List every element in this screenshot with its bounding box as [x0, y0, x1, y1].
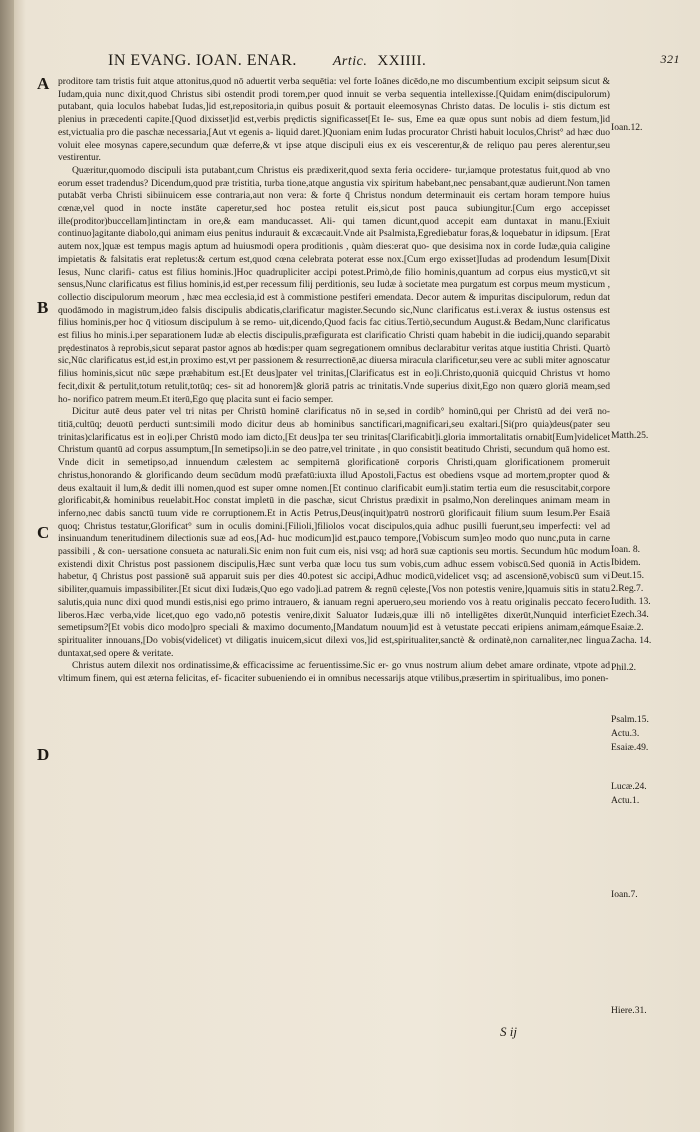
running-header	[108, 52, 680, 74]
margin-letter-a: A	[37, 74, 50, 93]
paragraph: Dicitur autē deus pater vel tri nitas per Christū hominē clarificatus nō in se,sed in cordib° hominū,qui per Christū ad dei verā no- titiā,cultūq; deuotū perducti sunt:simili modo dicitur deus ab hominibus sanctificari,magnificari,seu exaltari.[Si(pro quia)deus(pater seu trinitas)clarificatus est in eo]i.per Christū modo iam dicto,[Et deus]pa ter seu trinitas[Clarificabit]i.gloria immortalitatis ornabit[Eum]videlicet Christum quantū ad corpus assumptum,[In semetipso]i.in se deo patre,vel trinitate , in quo consistit beatitudo Christi, secundum quā homo est. Vnde dicit in semetipso,ad innuendum cælestem ac sempiternā glorificationē corporis Christi,quam glorificationem promeruit christus,honorando & glorificando deum secūdum modū præfatū:iuxta illud Apostoli,Factus est obediens vsque ad mortem,propter quod & deus exaltauit il lum,& dedit illi nomen,quod est super omne nomen.[Et continuo clarificabit eum]i.statim tertia eum die resuscitabit,corpore glorificabit,& hominibus reuelabit.Hoc constat impletū in die paschæ, sicut Christus prædixit in psalmo,Non derelinques animam meam in inferno,nec dabis sanctū tuum vide re corruptionem.Et in Actis Petrus,Deus(inquit)patrū nostrorū glorificauit filium suum Iesum.Per Esaiā quoq; Christus testatur,Glorificat° sum in oculis domini.[Filioli,]filiolos vocat discipulos,quia adhuc pusilli fuerunt,seu imperfecti: vel ad insinuandum teneritudinem dilectionis suæ ad eos,[Ad- huc modicum]id est,pauco tempore,[Vobiscum sum]eo modo quo nunc,puta in carne passibili , & con- uersatione consueta ac naturali.Sic enim non fuit cum eis, nisi vsq; ad horā suæ captionis seu mortis. Secundum hūc modum existendi dixit Christus post passionem discipulis,Hæc sunt verba quæ locu tus sum vobis,cum adhuc essem vobiscū.Sed quoniā in Actis habetur, q̄ Christus post passionē suā apparuit suis per dies 40.potest sic accipi,Adhuc modicū,videlicet vsq; ad ascensionē,vobiscū sum vi sibiliter,quamuis impassibiliter.[Et sicut dixi Iudæis,Quo ego vado]i.ad patrem & regnū cęleste,[Vos non potestis venire,]quamuis sitis in statu salutis,quia nunc dixi quod mundi estis,nisi ego primo intrauero, & ianuam regni aperuero,seu moriendo vos à reatu originalis peccato fecero liberos.Hæc verba,vide licet,quo ego vado,nō potestis venire,dixit Saluator Iudæis,quæ illi nō intelligētes dixerūt,Nunquid interficiet semetipsum?[Et vobis dico modo]pro speciali & maximo documento,[Mandatum nouum]id est à vetustate peccati eripiens animam,eámque spiritualiter innouans,[Do vobis(videlicet) vt diligatis inuicem,sicut dilexi vos,]id est,spiritualiter,sanctè & ordinatè,non carnaliter,nec lingua duntaxat,sed opere & veritate.	[58, 406, 610, 659]
header-title: IN EVANG. IOAN. ENAR.	[108, 52, 297, 69]
margin-ref: Phil.2.	[611, 662, 637, 673]
main-text	[58, 76, 610, 686]
margin-ref: Deut.15.	[611, 570, 645, 581]
margin-ref: Ezech.34.	[611, 609, 649, 620]
margin-ref: Matth.25.	[611, 430, 649, 441]
margin-ref: Actu.3.	[611, 728, 640, 739]
header-article: Artic.	[332, 54, 368, 69]
margin-ref: 2.Reg.7.	[611, 583, 644, 594]
page-edge	[0, 0, 14, 1132]
margin-letter-c: C	[37, 523, 50, 542]
margin-ref: Lucæ.24.	[611, 781, 647, 792]
header-number: XXIIII.	[377, 53, 427, 69]
margin-ref: Ioan.12.	[611, 122, 643, 133]
margin-ref: Esaiæ.2.	[611, 622, 644, 633]
margin-ref: Zacha. 14.	[611, 635, 652, 646]
folio-number: 321	[660, 52, 680, 66]
paragraph: proditore tam tristis fuit atque attonitus,quod nō aduertit verba sequētia: vel forte Ioānes dicēdo,ne mo discumbentium excipit seipsum sicut & Iudam,quia nunc dixit,quod Christus sibi ostendit prodi torem,per quod innuit se verba sequentia intellexisse.[Quidam enim(discipulorum) putabant, quia loculos habebat Iudas,]id est,repositoria,in quibus posuit & portauit eleemosynas Christo datas. De loculis i- stis dictum est plenius in præcedenti capite.[Quod dixisset]id est,verbis prędictis significasset[Et Ie- sus, Eme ea quæ opus sunt nobis ad diem festum,]id est,victualia pro die paschæ necessaria,[Aut vt egenis a- liquid daret.]Quoniam enim Iudas procurator Christi habuit loculos,Christ° ad hæc duo voluit elee mosynas capere,secundum quæ deferre,& vt ipse atque discipuli eius ex eis vescerentur,& de reliquo pau peres alerentur,seu vestirentur.	[58, 76, 610, 164]
paragraph: Quæritur,quomodo discipuli ista putabant,cum Christus eis prædixerit,quod sexta feria occidere- tur,iamque protestatus fuit,quod ab vno eorum esset tradendus? Dicendum,quod præ tristitia, turba tione,atque angustia vix spiritum habebant,nec pensabant,quæ audierunt.Non tamen putabāt verba Christi sibiinuicem esse contraria,aut non vera: & forte q̄ Christus nondum determinauit eis certam horam tempore huius cœnæ,vel quod in nocte instāte caperetur,sed hoc postea retulit eis,sicut post pauca subiungitur.[Cum ergo accepisset ille(proditor)buccellam]intinctam in ore,& eam manducasset. Ali- qui tamen dicunt,quod accepit eam duntaxat in manu.[Exiuit continuo]agitante diabolo,qui animam eius penitus indurauit & excæcauit.Vnde ait Psalmista,Egrediebatur foras,& loquebatur in idipsum. [Erat autem nox,]quæ est tempus magis aptum ad huiusmodi opera proditionis , quàm dies:erat quo- que desisima nox in corde Iudæ,quia caligine impietatis & falsitatis erat repletus:& certum est,quod cœna celebrata poterat esse nox.[Cum ergo exisset]Iudas ad prodendum Iesum[Dixit Iesus, Nunc clarifi- catus est filius hominis.]Hoc quadrupliciter accipi potest.Primò,de filio hominis,quantum ad corpus eius mysticū,vt sit sensus,Nunc clarificatus est filius hominis,id est,per recessum filij perditionis, seu Iudæ à societate mea purgatum est corpus meum mysticum , collectio discipulorum meorum , hæc mea ecclesia,id est à commistione pestiferi emendata. Decor autem & impuritas discipulorum, redun dat quodāmodo in magistrum,ideo falsis discipulis abdicatis,clarificatur magister.Secundo sic,Nunc clarificatus est.i.verax & iustus ostensus est filius hominis,per hoc q̄ vitiosum discipulum à se remo- uit,dicendo,Quod facis fac citius.Tertiò,secundum August.& Bedam,Nunc clarificatus est filius ho minis.i.per separationem Iudæ ab electis discipulis,præfigurata est clarificatio Christi quam habebit in die iudicij,quando separabit prędestinatos à reprobis,sicut separat pastor agnos ab hœdis:per quam segregationem omnibus declarabitur veritas atque iustitia Christi. Quartò sic,Nūc clarificatus est,id est,in proximo est,vt per passionem & resurrectionē,ac diuersa miracula clarificetur,seu vere ac subli miter agnoscatur filius hominis,sicut nūc sæpe præhabitum est.[Et deus]pater vel trinitas,[Clarificatus est in eo]i.Christo,quoniā quicquid Christus vt homo fecit,dixit & pertulit,totum retulit,totūq; ces- sit ad honorem]& gloriā patris ac trinitatis.Vnde superius dixit,Ego non quæro gloriā meam,sed ho- norifico patrem meum.Et iterū,Ego quę placita sunt ei facio semper.	[58, 164, 610, 405]
margin-ref: Ioan.7.	[611, 889, 638, 900]
margin-ref: Esaiæ.49.	[611, 742, 649, 753]
margin-ref: Ioan. 8.	[611, 544, 641, 555]
paragraph: Christus autem dilexit nos ordinatissime,& efficacissime ac feruentissime.Sic er- go vnus nostrum alium debet amare ordinate, vtpote ad vltimum finem, qui est æterna felicitas, ef- ficaciter subueniendo ei in omnibus necessarijs atque vtilibus,præsertim in spiritualibus, imo ponen-	[58, 660, 610, 685]
margin-ref: Iudith. 13.	[611, 596, 651, 607]
margin-ref: Ibidem.	[611, 557, 641, 568]
signature-mark: S ij	[500, 1024, 517, 1039]
margin-ref: Hiere.31.	[611, 1005, 647, 1016]
margin-ref: Actu.1.	[611, 795, 640, 806]
margin-ref: Psalm.15.	[611, 714, 649, 725]
margin-letter-d: D	[37, 745, 50, 764]
margin-letter-b: B	[37, 298, 49, 317]
